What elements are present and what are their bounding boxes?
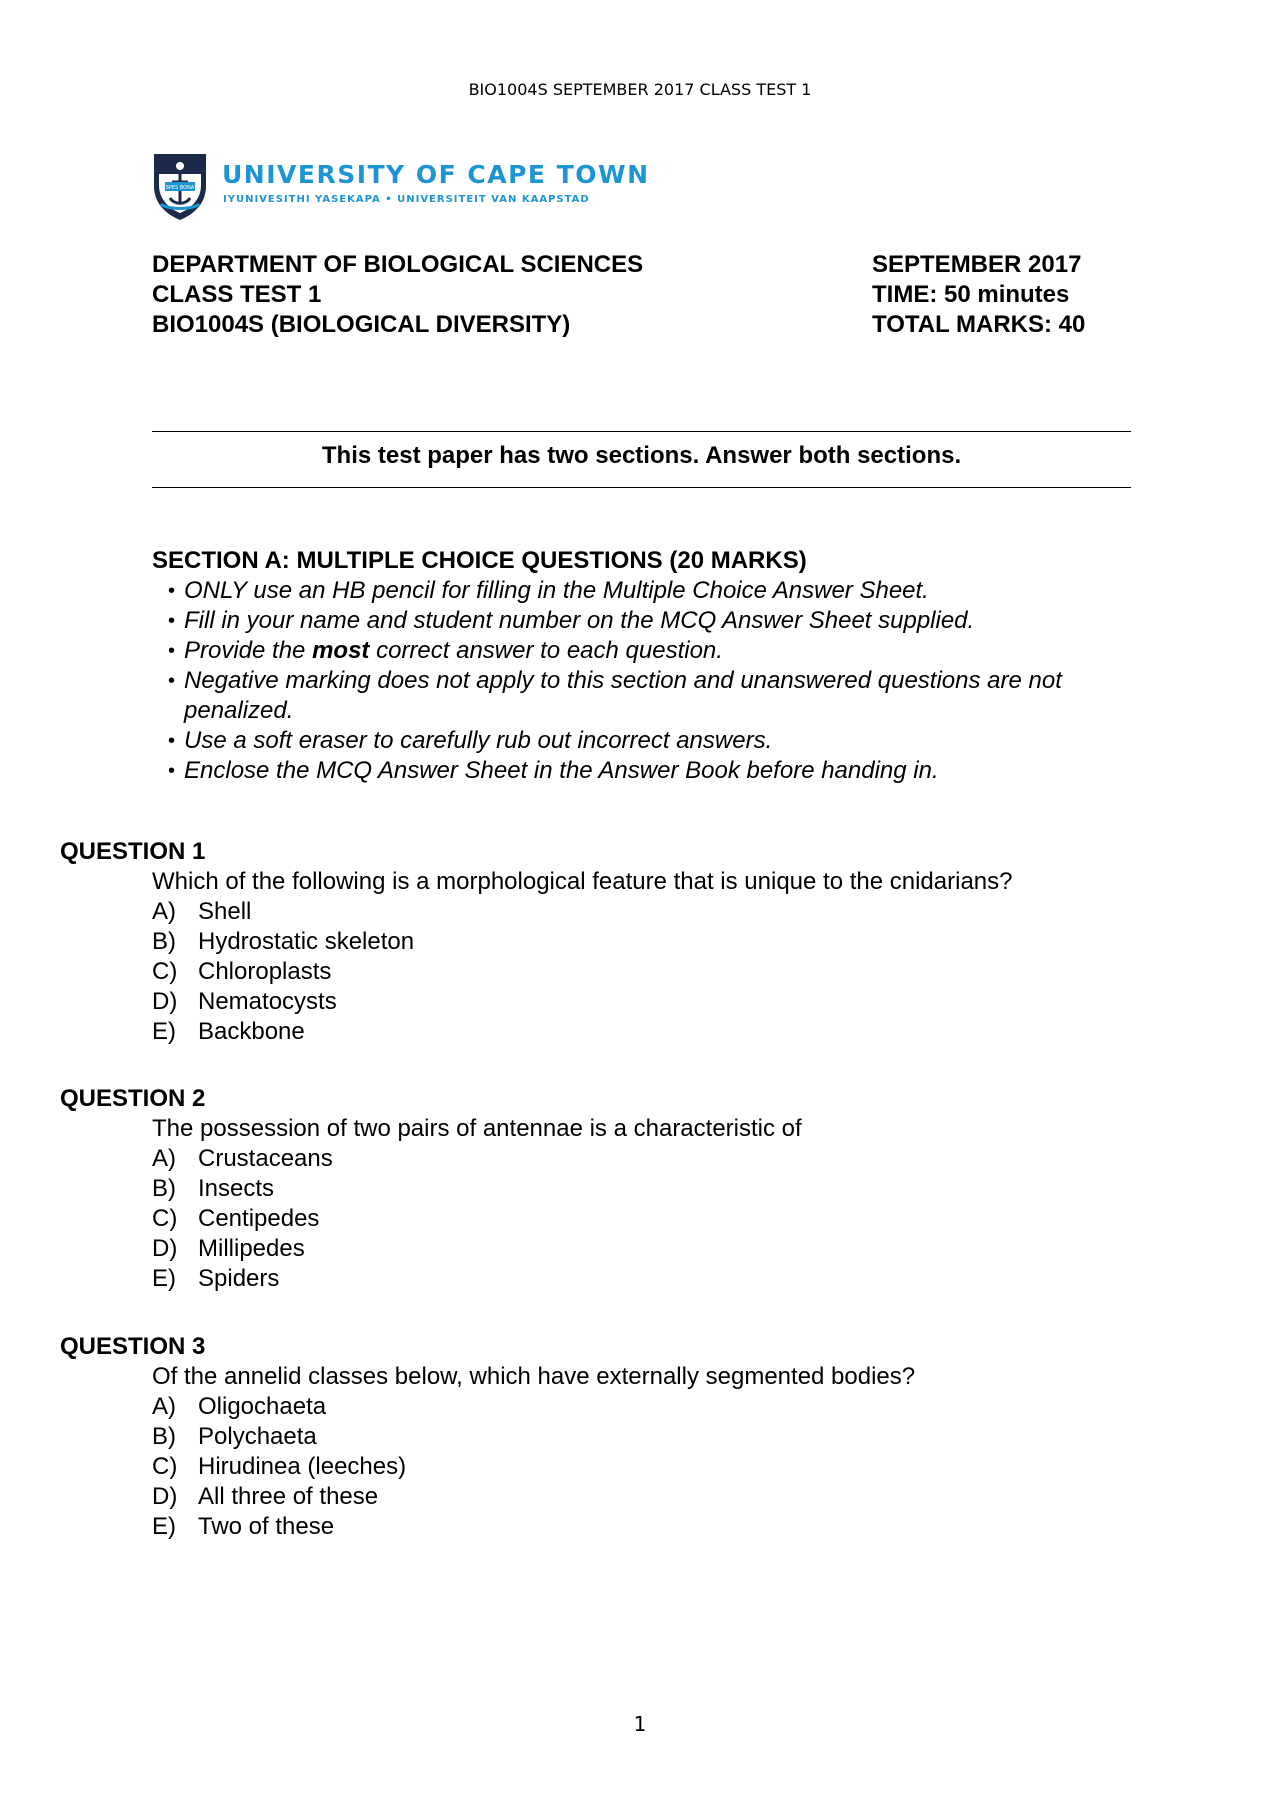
answer-option: B) Insects: [152, 1175, 275, 1202]
answer-option: C) Hirudinea (leeches): [152, 1453, 407, 1480]
department-line: DEPARTMENT OF BIOLOGICAL SCIENCES: [152, 251, 644, 278]
answer-option: E) Spiders: [152, 1265, 280, 1292]
answer-option: A) Crustaceans: [152, 1145, 333, 1172]
question-title: QUESTION 3: [60, 1333, 206, 1360]
instruction-item: • Fill in your name and student number on the MCQ Answer Sheet supplied.: [168, 607, 975, 634]
emphasis-most: most: [312, 637, 370, 664]
bullet-icon: •: [168, 640, 176, 662]
answer-option: D) All three of these: [152, 1483, 379, 1510]
course-line: BIO1004S (BIOLOGICAL DIVERSITY): [152, 311, 571, 338]
question-1: [60, 837, 1210, 1047]
running-header: BIO1004S SEPTEMBER 2017 CLASS TEST 1: [468, 80, 812, 99]
answer-option: B) Polychaeta: [152, 1423, 317, 1450]
question-stem: Which of the following is a morphological feature that is unique to the cnidarians?: [152, 868, 1013, 895]
question-title: QUESTION 1: [60, 838, 206, 865]
header-left-block: [152, 250, 643, 340]
logo-university-name: UNIVERSITY OF CAPE TOWN: [222, 160, 650, 189]
answer-option: E) Two of these: [152, 1513, 335, 1540]
time-line: TIME: 50 minutes: [872, 281, 1070, 308]
section-a-instructions: [152, 576, 1142, 786]
question-body: [152, 1114, 1210, 1294]
section-a: [152, 546, 1142, 786]
question-body: [152, 1362, 1210, 1542]
logo-subtitle: IYUNIVESITHI YASEKAPA • UNIVERSITEIT VAN KAAPSTAD: [223, 194, 590, 205]
answer-option: D) Nematocysts: [152, 988, 337, 1015]
instructions-banner: This test paper has two sections. Answer both sections.: [321, 442, 962, 469]
bottom-rule: [152, 487, 1131, 488]
question-2: [60, 1084, 1210, 1294]
answer-option: A) Shell: [152, 898, 252, 925]
instruction-item: • Provide the most correct answer to each question.: [168, 637, 723, 664]
instruction-item: • ONLY use an HB pencil for filling in the Multiple Choice Answer Sheet.: [168, 577, 929, 604]
question-body: [152, 867, 1210, 1047]
test-name-line: CLASS TEST 1: [152, 281, 322, 308]
header-right-block: [872, 250, 1085, 340]
page-number: 1: [633, 1712, 647, 1736]
date-line: SEPTEMBER 2017: [872, 251, 1082, 278]
section-a-title: SECTION A: MULTIPLE CHOICE QUESTIONS (20 MARKS): [152, 547, 807, 574]
university-logo: [152, 152, 650, 222]
bullet-icon: •: [168, 670, 176, 692]
instruction-item: • Enclose the MCQ Answer Sheet in the Answer Book before handing in.: [168, 757, 939, 784]
crest-motto: SPES BONA: [165, 185, 195, 191]
question-stem: The possession of two pairs of antennae is a characteristic of: [152, 1115, 802, 1142]
answer-option: B) Hydrostatic skeleton: [152, 928, 415, 955]
question-title: QUESTION 2: [60, 1085, 206, 1112]
answer-option: E) Backbone: [152, 1018, 305, 1045]
total-marks-line: TOTAL MARKS: 40: [872, 311, 1086, 338]
top-rule: [152, 431, 1131, 432]
bullet-icon: •: [168, 730, 176, 752]
bullet-icon: •: [168, 580, 176, 602]
answer-option: D) Millipedes: [152, 1235, 305, 1262]
answer-option: C) Chloroplasts: [152, 958, 332, 985]
question-3: [60, 1332, 1210, 1542]
instruction-item: • Negative marking does not apply to this section and unanswered questions are not penalized.: [168, 667, 1062, 724]
bullet-icon: •: [168, 610, 176, 632]
answer-option: A) Oligochaeta: [152, 1393, 327, 1420]
question-stem: Of the annelid classes below, which have externally segmented bodies?: [152, 1363, 916, 1390]
university-crest-icon: [152, 152, 208, 222]
bullet-icon: •: [168, 760, 176, 782]
answer-option: C) Centipedes: [152, 1205, 320, 1232]
instruction-item: • Use a soft eraser to carefully rub out incorrect answers.: [168, 727, 773, 754]
